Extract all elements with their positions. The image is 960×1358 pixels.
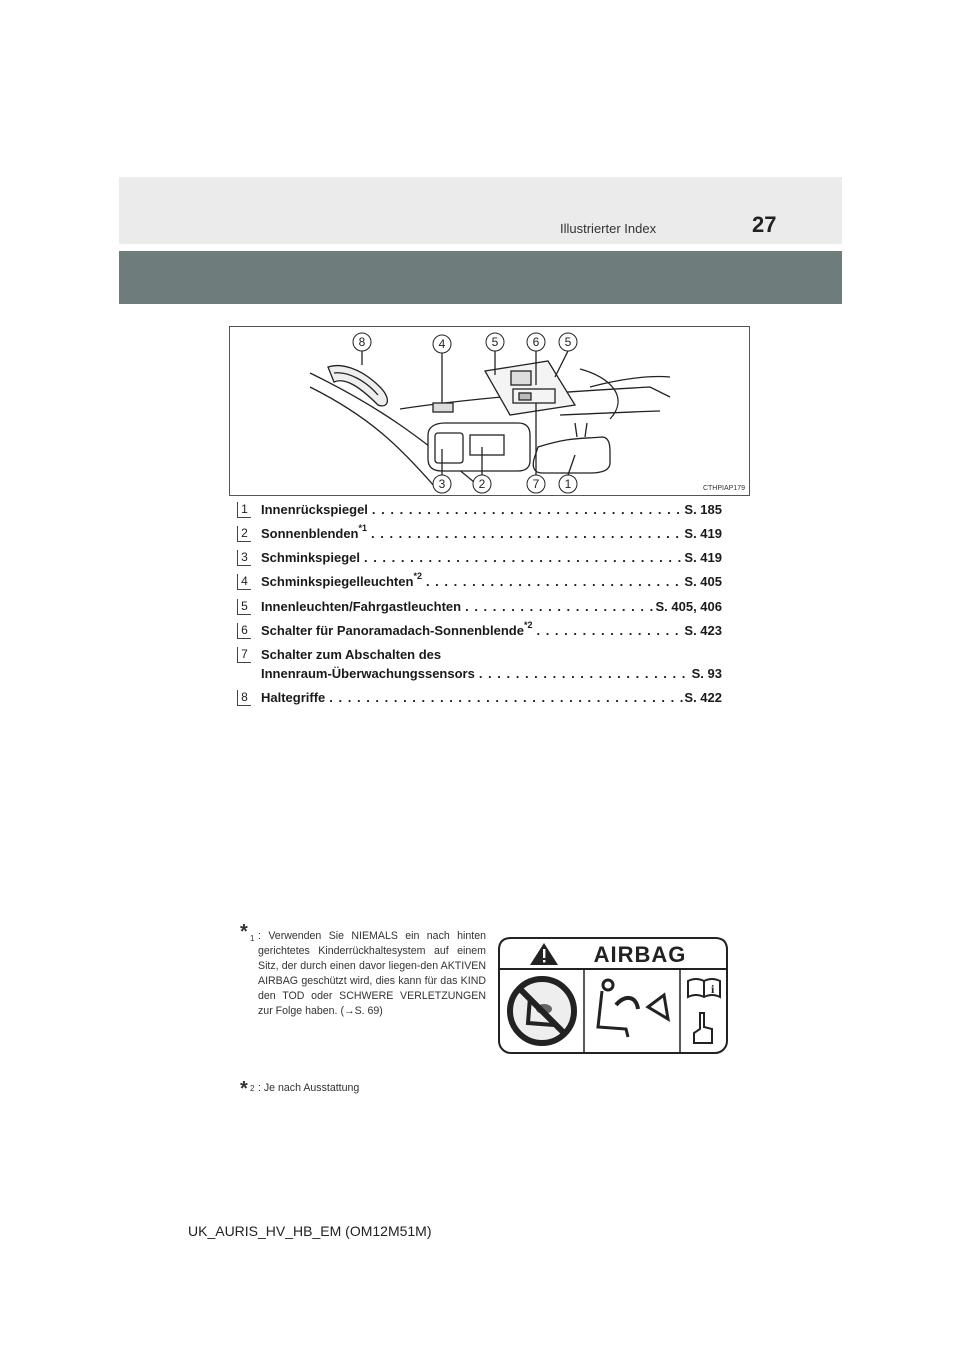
item-page-ref[interactable]: S. 422 bbox=[684, 690, 722, 705]
item-page-ref[interactable]: S. 405, 406 bbox=[655, 599, 722, 614]
item-label-line1: Schalter zum Abschalten des bbox=[261, 647, 442, 662]
footnote-text: : Verwenden Sie NIEMALS ein nach hinten gerichtetes Kinderrückhaltesystem auf einem Sitz, der durch einen davor liegen-den AKTIVEN AIRBAG geschützt wird, dies kann für das KIND den TOD oder SCHWERE VERLETZUNGEN zur Folge haben. (→S. 69) bbox=[258, 930, 486, 1017]
svg-text:5: 5 bbox=[491, 335, 499, 349]
svg-text:5: 5 bbox=[564, 335, 572, 349]
footnote-2 bbox=[240, 1078, 360, 1100]
svg-text:4: 4 bbox=[438, 337, 446, 351]
leader-dots bbox=[368, 502, 684, 517]
item-number: 6 bbox=[237, 623, 251, 639]
item-label: Innenleuchten/Fahrgastleuchten bbox=[261, 599, 462, 614]
item-number: 8 bbox=[237, 690, 251, 706]
svg-text:2: 2 bbox=[478, 477, 486, 491]
airbag-title: AIRBAG bbox=[593, 942, 687, 967]
footnote-ref: *2 bbox=[523, 620, 533, 630]
figure-code: CTHPIAP179 bbox=[702, 485, 745, 492]
callout-5a bbox=[486, 333, 504, 351]
leader-dots bbox=[422, 574, 684, 589]
svg-text:i: i bbox=[711, 982, 715, 996]
header-band-dark bbox=[119, 251, 842, 304]
footnote-star: * bbox=[240, 921, 248, 943]
header-band-light bbox=[119, 177, 842, 244]
callout-2 bbox=[473, 475, 491, 493]
item-number: 1 bbox=[237, 502, 251, 518]
svg-text:7: 7 bbox=[532, 477, 540, 491]
item-page-ref[interactable]: S. 423 bbox=[684, 623, 722, 638]
footnote-number: 1 bbox=[250, 934, 255, 943]
callout-1 bbox=[559, 475, 577, 493]
item-label: Innenraum-Überwachungssensors bbox=[261, 666, 475, 681]
item-number: 2 bbox=[237, 526, 251, 542]
callout-3 bbox=[433, 475, 451, 493]
footnote-number: 2 bbox=[250, 1084, 255, 1093]
leader-dots bbox=[461, 599, 655, 614]
footnote-ref: *2 bbox=[413, 571, 422, 581]
callout-7 bbox=[527, 475, 545, 493]
callout-6 bbox=[527, 333, 545, 351]
leader-dots bbox=[360, 550, 684, 565]
no-rear-facing-seat-icon bbox=[510, 979, 574, 1043]
item-number: 5 bbox=[237, 599, 251, 615]
item-label: Sonnenblenden$^{*1}$ bbox=[261, 523, 368, 541]
leader-dots bbox=[475, 666, 692, 681]
document-footer: UK_AURIS_HV_HB_EM (OM12M51M) bbox=[188, 1223, 432, 1239]
item-label: Schminkspiegelleuchten$^{*2}$ bbox=[261, 571, 422, 589]
item-page-ref[interactable]: S. 405 bbox=[684, 574, 722, 589]
leader-dots bbox=[325, 690, 684, 705]
svg-text:3: 3 bbox=[438, 477, 446, 491]
interior-ceiling-drawing bbox=[230, 327, 749, 495]
section-title: Illustrierter Index bbox=[560, 221, 657, 236]
item-label: Haltegriffe bbox=[261, 690, 326, 705]
item-label: Schminkspiegel bbox=[261, 550, 360, 565]
leader-dots bbox=[532, 623, 684, 638]
item-page-ref[interactable]: S. 419 bbox=[684, 550, 722, 565]
item-page-ref[interactable]: S. 185 bbox=[684, 502, 722, 517]
svg-text:1: 1 bbox=[564, 477, 572, 491]
item-label: Schalter für Panoramadach-Sonnenblende$^{*2}$ bbox=[261, 620, 533, 638]
item-page-ref[interactable]: S. 419 bbox=[684, 526, 722, 541]
footnote-text: : Je nach Ausstattung bbox=[258, 1082, 360, 1094]
item-number: 4 bbox=[237, 574, 251, 590]
interior-ceiling-illustration bbox=[229, 326, 750, 496]
footnote-star: * bbox=[240, 1078, 248, 1100]
callout-5b bbox=[559, 333, 577, 351]
page-number: 27 bbox=[752, 212, 777, 237]
svg-text:8: 8 bbox=[358, 335, 366, 349]
leader-dots bbox=[367, 526, 684, 541]
callout-4 bbox=[433, 335, 451, 353]
item-label: Innenrückspiegel bbox=[261, 502, 368, 517]
footnote-ref: *1 bbox=[358, 523, 368, 533]
footnote-1 bbox=[240, 921, 486, 1019]
callout-8 bbox=[353, 333, 371, 351]
svg-text:6: 6 bbox=[532, 335, 540, 349]
airbag-warning-label bbox=[498, 937, 728, 1054]
item-number: 7 bbox=[237, 647, 251, 663]
item-number: 3 bbox=[237, 550, 251, 566]
item-page-ref[interactable]: S. 93 bbox=[691, 666, 722, 681]
